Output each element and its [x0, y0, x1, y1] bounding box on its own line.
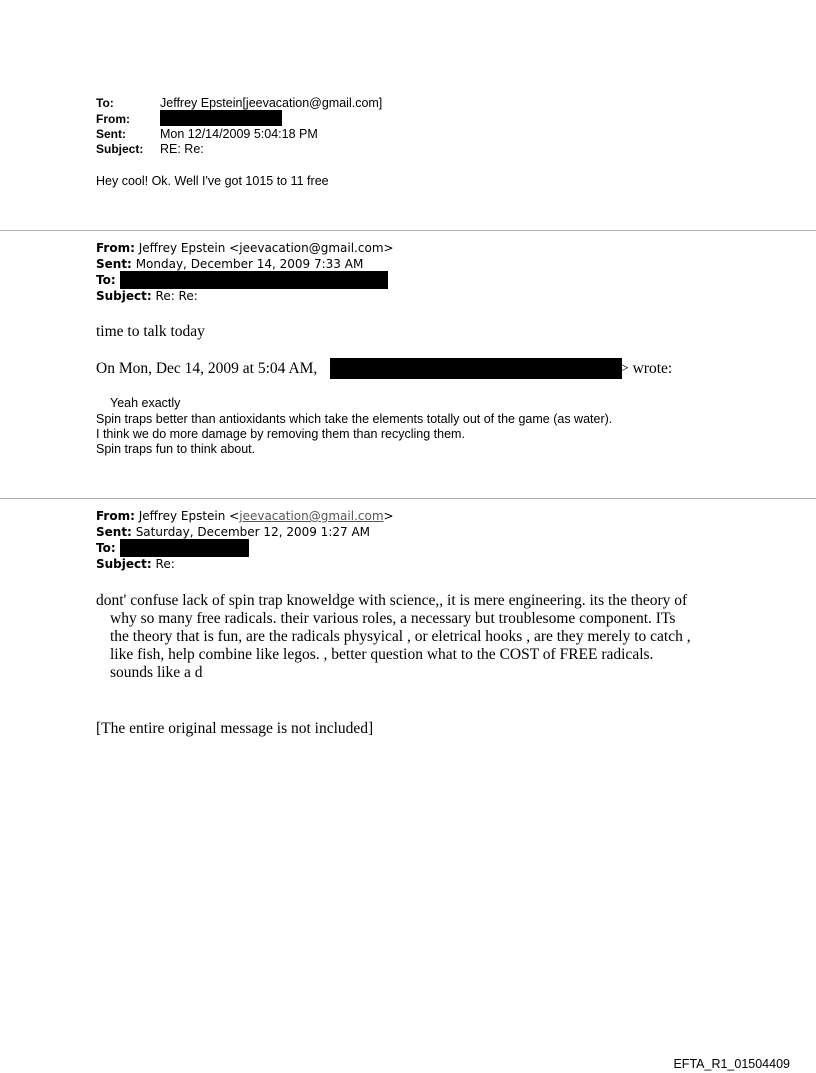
email2-quoted-line-3: I think we do more damage by removing them than recycling them. — [96, 427, 465, 441]
email1-to-label: To: — [96, 96, 114, 110]
email3-from-name: Jeffrey Epstein < — [138, 509, 240, 523]
email2-from-label: From: — [96, 241, 135, 255]
email3-from-email-link[interactable]: jeevacation@gmail.com — [239, 509, 384, 523]
email1-to-value: Jeffrey Epstein[jeevacation@gmail.com] — [160, 96, 383, 110]
email2-to-label: To: — [96, 273, 116, 287]
email3-body-line-4: like fish, help combine like legos. , better question what to the COST of FREE radicals. — [110, 646, 654, 663]
email2-subject-label: Subject: — [96, 289, 152, 303]
email2-body: time to talk today — [96, 323, 205, 340]
email2-subject-line — [96, 289, 198, 303]
email3-to-redaction — [120, 539, 249, 557]
email3-body-line-1: dont' confuse lack of spin trap knoweldge with science,, it is mere engineering. its the theory of — [96, 592, 688, 609]
email2-on-suffix: > wrote: — [620, 360, 673, 377]
email2-quoted-line-1: Yeah exactly — [110, 396, 181, 410]
email2-on-prefix: On Mon, Dec 14, 2009 at 5:04 AM, — [96, 360, 318, 377]
bates-number: EFTA_R1_01504409 — [673, 1057, 790, 1071]
separator-rule — [0, 498, 816, 499]
email3-sent-value: Saturday, December 12, 2009 1:27 AM — [135, 525, 371, 539]
email3-truncation-note: [The entire original message is not included] — [96, 720, 374, 737]
email3-sent-label: Sent: — [96, 525, 132, 539]
email2-sent-line — [96, 257, 363, 271]
email3-to-line — [96, 541, 116, 555]
email1-subject-label: Subject: — [96, 142, 144, 156]
email1-body: Hey cool! Ok. Well I've got 1015 to 11 free — [96, 174, 329, 188]
email3-subject-line — [96, 557, 175, 571]
email3-from-label: From: — [96, 509, 135, 523]
email3-to-label: To: — [96, 541, 116, 555]
email1-sent-label: Sent: — [96, 127, 126, 141]
email3-from-line — [96, 509, 394, 523]
email2-to-redaction — [120, 271, 388, 289]
email1-subject-value: RE: Re: — [160, 142, 204, 156]
email3-body — [96, 592, 716, 682]
email2-to-line — [96, 273, 116, 287]
email2-quoted-line-4: Spin traps fun to think about. — [96, 442, 256, 456]
email2-sent-label: Sent: — [96, 257, 132, 271]
email1-from-redaction — [160, 110, 282, 126]
email1-sent-value: Mon 12/14/2009 5:04:18 PM — [160, 127, 318, 141]
email3-body-line-5: sounds like a d — [110, 664, 203, 681]
email2-from-line — [96, 241, 394, 255]
email3-subject-value: Re: — [155, 557, 175, 571]
separator-rule — [0, 230, 816, 231]
email2-subject-value: Re: Re: — [155, 289, 198, 303]
email3-body-line-3: the theory that is fun, are the radicals physyical , or eletrical hooks , are they merely to catch , — [110, 628, 691, 645]
email2-sender-redaction — [330, 358, 622, 379]
email2-quoted-line-2: Spin traps better than antioxidants which take the elements totally out of the game (as water). — [96, 412, 613, 426]
email2-sent-value: Monday, December 14, 2009 7:33 AM — [135, 257, 364, 271]
email3-subject-label: Subject: — [96, 557, 152, 571]
email1-from-label: From: — [96, 112, 130, 126]
email3-body-line-2: why so many free radicals. their various roles, a necessary but troublesome component. ITs — [110, 610, 676, 627]
email2-from-value: Jeffrey Epstein <jeevacation@gmail.com> — [138, 241, 394, 255]
email3-from-close: > — [383, 509, 394, 523]
email3-sent-line — [96, 525, 370, 539]
